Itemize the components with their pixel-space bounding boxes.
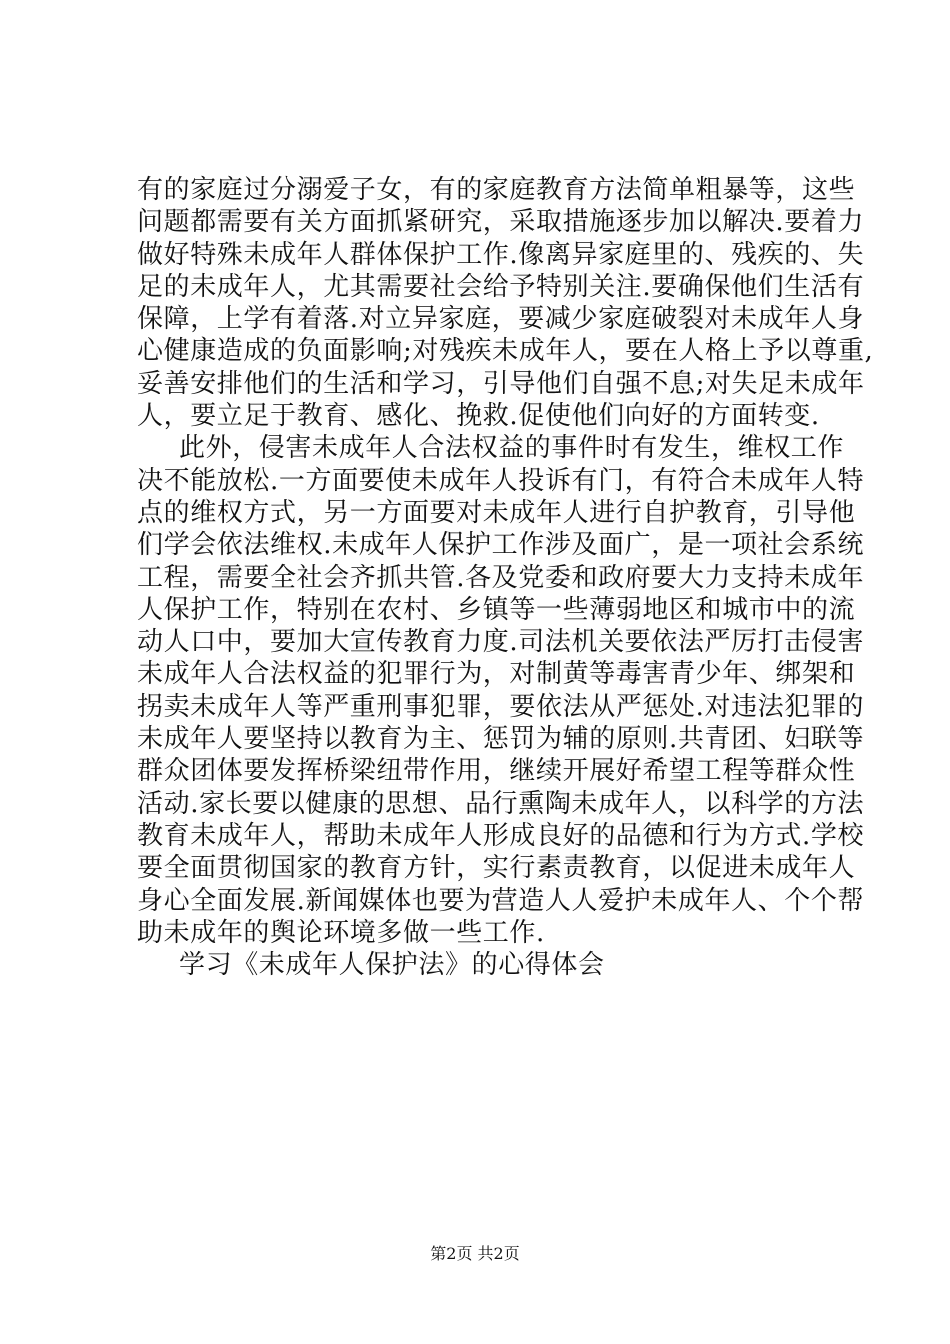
text-line: 妥善安排他们的生活和学习，引导他们自强不息;对失足未成年 [137, 368, 865, 399]
text-line: 工程，需要全社会齐抓共管.各及党委和政府要大力支持未成年 [137, 562, 865, 593]
text-line: 拐卖未成年人等严重刑事犯罪，要依法从严惩处.对违法犯罪的 [137, 691, 865, 722]
text-line: 身心全面发展.新闻媒体也要为营造人人爱护未成年人、个个帮 [137, 885, 865, 916]
text-line: 未成年人要坚持以教育为主、惩罚为辅的原则.共青团、妇联等 [137, 724, 865, 755]
text-line: 要全面贯彻国家的教育方针，实行素责教育，以促进未成年人 [137, 853, 856, 884]
text-line: 人，要立足于教育、感化、挽救.促使他们向好的方面转变. [137, 401, 820, 432]
text-line: 助未成年的舆论环境多做一些工作. [137, 917, 545, 948]
text-line: 未成年人合法权益的犯罪行为，对制黄等毒害青少年、绑架和 [137, 659, 856, 690]
closing-title-line: 学习《未成年人保护法》的心得体会 [179, 950, 605, 981]
text-line: 群众团体要发挥桥梁纽带作用，继续开展好希望工程等群众性 [137, 756, 856, 787]
text-line: 教育未成年人，帮助未成年人形成良好的品德和行为方式.学校 [137, 820, 865, 851]
page-footer [0, 1243, 950, 1265]
text-line: 问题都需要有关方面抓紧研究，采取措施逐步加以解决.要着力 [137, 207, 865, 238]
text-line: 心健康造成的负面影响;对残疾未成年人，要在人格上予以尊重, [137, 336, 874, 367]
paragraph-start-line: 此外，侵害未成年人合法权益的事件时有发生，维权工作 [179, 433, 845, 464]
text-line: 做好特殊未成年人群体保护工作.像离异家庭里的、残疾的、失 [137, 239, 865, 270]
body-text [137, 174, 874, 981]
text-line: 点的维权方式，另一方面要对未成年人进行自护教育，引导他 [137, 497, 856, 528]
page-number-label: 第2页 共2页 [430, 1244, 520, 1263]
text-line: 活动.家长要以健康的思想、品行熏陶未成年人，以科学的方法 [137, 788, 865, 819]
text-line: 动人口中，要加大宣传教育力度.司法机关要依法严厉打击侵害 [137, 627, 865, 658]
text-line: 足的未成年人，尤其需要社会给予特别关注.要确保他们生活有 [137, 271, 865, 302]
text-line: 人保护工作，特别在农村、乡镇等一些薄弱地区和城市中的流 [137, 594, 856, 625]
text-line: 保障，上学有着落.对立异家庭，要减少家庭破裂对未成年人身 [137, 304, 865, 335]
text-line: 们学会依法维权.未成年人保护工作涉及面广，是一项社会系统 [137, 530, 865, 561]
text-line: 有的家庭过分溺爱子女，有的家庭教育方法简单粗暴等，这些 [137, 175, 856, 205]
text-line: 决不能放松.一方面要使未成年人投诉有门，有符合未成年人特 [137, 465, 865, 496]
